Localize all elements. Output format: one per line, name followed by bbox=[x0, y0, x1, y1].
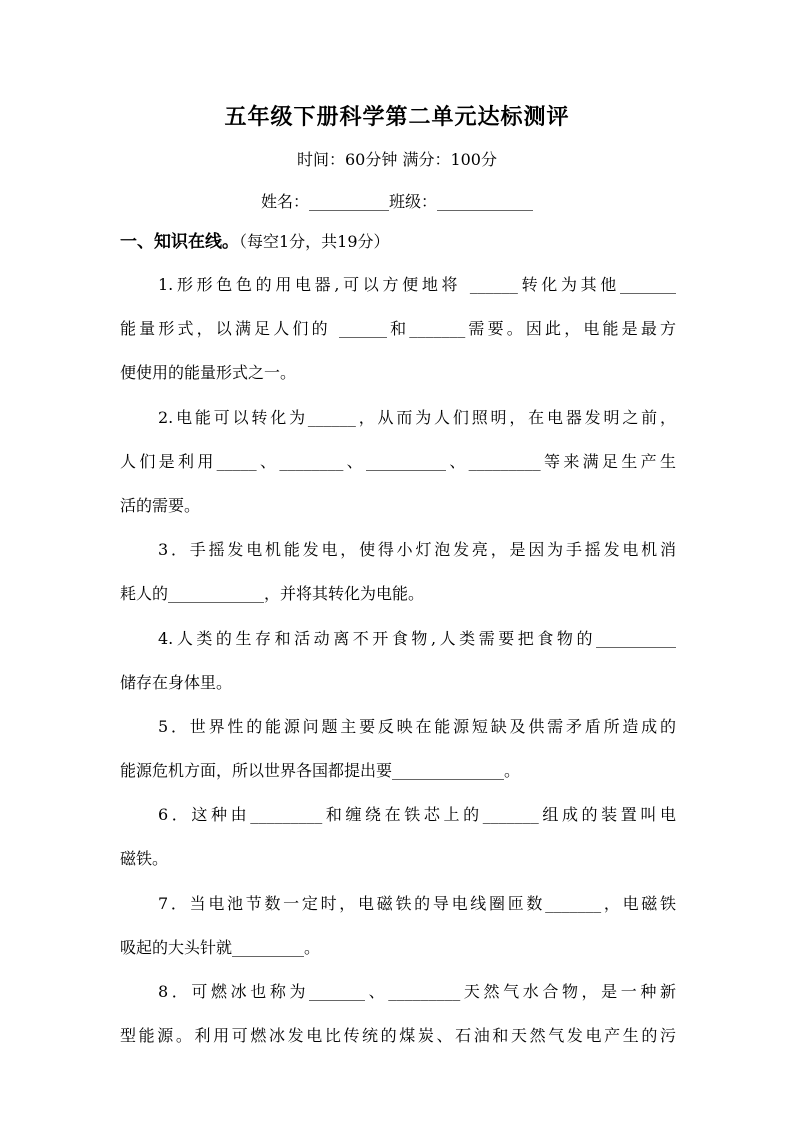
text-line: 吸起的大头针就_________。 bbox=[120, 937, 321, 957]
text-line: 5．世界性的能源问题主要反映在能源短缺及供需矛盾所造成的 bbox=[158, 716, 676, 736]
text-line: 便使用的能量形式之一。 bbox=[120, 363, 297, 383]
text-line: 磁铁。 bbox=[120, 849, 169, 869]
text-line: 耗人的____________，并将其转化为电能。 bbox=[120, 584, 425, 604]
text-line: 1.形形色色的用电器,可以方便地将 ______转化为其他_______ bbox=[158, 275, 676, 294]
text-line: 人们是利用_____、________、__________、_________等来满足生产生 bbox=[120, 451, 676, 471]
text-line: 2.电能可以转化为______，从而为人们照明，在电器发明之前， bbox=[158, 407, 676, 427]
text-line: 能源危机方面，所以世界各国都提出要______________。 bbox=[120, 761, 521, 781]
text-line: 3．手摇发电机能发电，使得小灯泡发亮，是因为手摇发电机消 bbox=[158, 540, 676, 560]
text-line: 8．可燃冰也称为_______、_________天然气水合物，是一种新 bbox=[158, 982, 676, 1001]
text-line: 型能源。利用可燃冰发电比传统的煤炭、石油和天然气发电产生的污 bbox=[120, 1026, 676, 1046]
section-title: 一、知识在线。 bbox=[120, 232, 239, 252]
text-line: 储存在身体里。 bbox=[120, 672, 233, 692]
time-score-info: 时间：60分钟 满分：100分 bbox=[297, 150, 497, 169]
name-class-line: 姓名：__________班级：____________ bbox=[260, 192, 533, 211]
section-scoring-note: （每空1分，共19分） bbox=[239, 232, 390, 251]
text-line: 活的需要。 bbox=[120, 495, 201, 515]
text-line: 7．当电池节数一定时，电磁铁的导电线圈匝数_______，电磁铁 bbox=[158, 893, 676, 913]
text-line: 能量形式，以满足人们的 ______和_______需要。因此，电能是最方 bbox=[120, 319, 676, 339]
question-list bbox=[120, 269, 676, 1064]
section-heading bbox=[120, 230, 390, 254]
text-line: 4.人类的生存和活动离不开食物,人类需要把食物的__________ bbox=[158, 628, 676, 648]
page-title: 五年级下册科学第二单元达标测评 bbox=[224, 104, 570, 130]
text-line: 6．这种由_________和缠绕在铁芯上的_______组成的装置叫电 bbox=[158, 805, 676, 825]
